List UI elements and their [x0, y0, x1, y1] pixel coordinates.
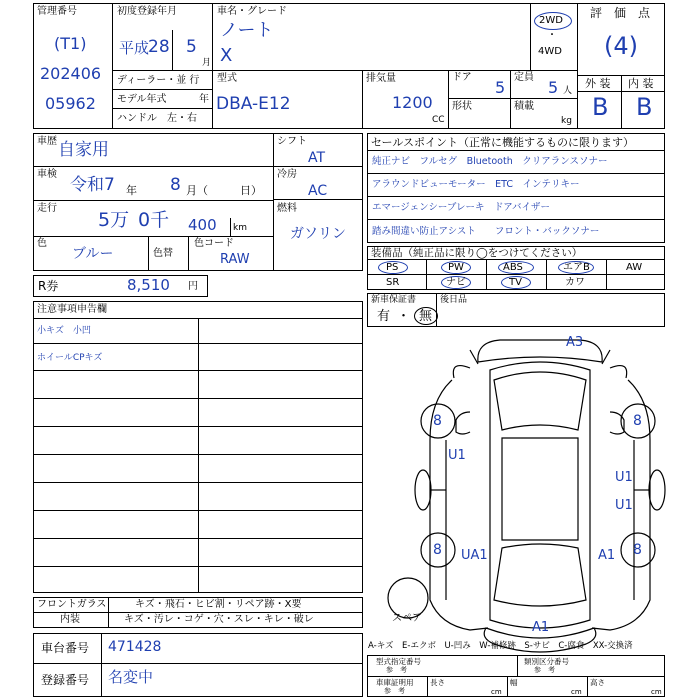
recycle-unit: 円: [188, 281, 198, 292]
dealer-label: ディーラー・並 行: [117, 75, 200, 86]
mgmt-number-2: 05962: [45, 94, 96, 113]
inspection-era: 令和7: [70, 175, 115, 195]
chassis-label: 車台番号: [41, 641, 90, 655]
model-year-label: モデル年式: [117, 94, 167, 105]
car-name-label: 車名・グレード: [217, 6, 287, 17]
note-line-2: ホイールCPキズ: [37, 353, 103, 363]
car-name: ノート: [220, 20, 274, 41]
mgmt-number-1: 202406: [40, 64, 102, 83]
interior-grade: B: [636, 93, 653, 121]
color-label: 色: [37, 238, 47, 249]
later-items-label: 後日品: [440, 295, 468, 305]
tire-rear-right: 8: [633, 542, 642, 558]
exterior-grade: B: [592, 93, 609, 121]
type-label: 型式: [217, 73, 237, 84]
height-label: 高さ: [590, 678, 605, 687]
warranty-label: 新車保証書: [371, 295, 417, 305]
mileage-rest: 400: [188, 216, 217, 234]
damage-mark-u1-right-2: U1: [615, 498, 633, 513]
history-label: 車歴: [37, 136, 57, 147]
door-label: ドア: [452, 72, 472, 83]
car-cert-label: 車庫証明用: [376, 678, 414, 687]
fuel-label: 燃料: [277, 203, 297, 214]
sales-points-title: セールスポイント（正常に機能するものに限ります）: [371, 136, 635, 149]
shift-value: AT: [308, 150, 326, 166]
drive-2wd: 2WD: [539, 15, 563, 26]
mileage-sen: 0千: [138, 209, 170, 231]
reg-label: 登録番号: [41, 673, 90, 687]
capacity-value: 5: [548, 78, 559, 97]
equip-pw: PW: [448, 262, 464, 273]
equip-abs: ABS: [503, 262, 523, 273]
tire-front-left: 8: [433, 413, 442, 429]
sales-point-line-3: エマージェンシーブレーキ ドアバイザー: [372, 202, 550, 213]
sales-point-line-4: 踏み間違い防止アシスト フロント・バックソナー: [372, 226, 600, 237]
equip-sr: SR: [386, 277, 400, 288]
displacement-unit: CC: [432, 115, 445, 125]
model-cert-label: 型式指定番号: [376, 657, 421, 666]
mileage-man: 5万: [98, 209, 130, 231]
first-reg-label: 初度登録年月: [117, 6, 177, 17]
fuel-value: ガソリン: [290, 226, 346, 242]
inspection-month-unit: 月（: [186, 184, 208, 197]
reg-value: 名変中: [108, 668, 154, 686]
notes-title: 注意事項申告欄: [37, 304, 107, 315]
warranty-dot: ・: [397, 309, 411, 324]
spare-label: スペア: [392, 613, 422, 624]
warranty-no: 無: [419, 309, 433, 324]
shift-label: シフト: [277, 136, 307, 147]
inspection-label: 車検: [37, 169, 57, 180]
interior-label: 内 装: [628, 77, 654, 90]
class-ref: 参 考: [534, 666, 555, 674]
load-unit: kg: [561, 116, 572, 126]
recycle-value: 8,510: [127, 276, 170, 294]
mileage-unit: km: [233, 223, 247, 233]
ac-value: AC: [308, 183, 328, 199]
damage-mark-a1-right: A1: [598, 548, 616, 563]
ac-label: 冷房: [277, 169, 297, 180]
equip-navi: ナビ: [446, 277, 466, 288]
equip-leather: カワ: [565, 277, 585, 288]
damage-legend: A-キズ E-エクボ U-凹み W-補修跡 S-サビ C-腐食 XX-交換済: [368, 641, 633, 651]
tire-rear-left: 8: [433, 542, 442, 558]
interior-cond-items: キズ・汚レ・コゲ・穴・スレ・キレ・破レ: [124, 614, 314, 625]
chassis-value: 471428: [108, 639, 162, 655]
equipment-title: 装備品（純正品に限り◯をつけてください）: [371, 247, 583, 259]
handle-label: ハンドル 左・右: [117, 113, 197, 124]
glass-label: フロントガラス: [37, 599, 107, 610]
shape-label: 形状: [452, 101, 472, 112]
car-grade: X: [220, 45, 233, 66]
inspection-month: 8: [170, 175, 181, 195]
first-reg-era: 平成: [119, 39, 150, 57]
rating-value: (4): [604, 32, 638, 60]
capacity-label: 定員: [514, 72, 534, 83]
car-cert-ref: 参 考: [384, 687, 405, 695]
warranty-yes: 有: [377, 309, 391, 324]
interior-cond-label: 内装: [60, 614, 80, 625]
color-code-value: RAW: [220, 252, 250, 267]
model-year-unit: 年: [199, 94, 209, 105]
height-unit: cm: [651, 688, 662, 696]
width-label: 幅: [510, 678, 518, 687]
damage-mark-a1-bottom: A1: [532, 620, 550, 635]
color-code-label: 色コード: [194, 238, 234, 249]
equip-ps: PS: [386, 262, 399, 273]
length-label: 長さ: [430, 678, 445, 687]
capacity-unit: 人: [563, 86, 573, 96]
history-value: 自家用: [58, 140, 109, 160]
type-value: DBA-E12: [216, 94, 291, 114]
sales-point-line-2: アラウンドビューモーター ETC インテリキー: [372, 179, 580, 190]
glass-items: キズ・飛石・ヒビ割・リペア跡・X要: [135, 599, 302, 610]
rating-label: 評 価 点: [590, 6, 651, 20]
displacement-value: 1200: [392, 93, 433, 112]
inspection-day-unit: 日）: [240, 184, 262, 197]
inspection-year-unit: 年: [126, 184, 137, 197]
equip-tv: TV: [509, 277, 522, 288]
drive-dot: ・: [547, 30, 557, 41]
length-unit: cm: [491, 688, 502, 696]
drive-4wd: 4WD: [538, 46, 562, 57]
door-value: 5: [495, 78, 506, 97]
equip-airbag: エアB: [563, 262, 590, 273]
sales-point-line-1: 純正ナビ フルセグ Bluetooth クリアランスソナー: [372, 156, 608, 167]
color-value: ブルー: [72, 246, 114, 262]
mgmt-code: (T1): [54, 34, 87, 53]
class-label: 類別区分番号: [524, 657, 569, 666]
load-label: 積載: [514, 101, 534, 112]
color-change-label: 色替: [153, 248, 173, 259]
equip-aw: AW: [626, 262, 643, 273]
note-line-1: 小キズ 小凹: [37, 326, 91, 336]
displacement-label: 排気量: [366, 73, 396, 84]
model-cert-ref: 参 考: [386, 666, 407, 674]
damage-mark-u1-left: U1: [448, 448, 466, 463]
first-reg-month: 5: [186, 37, 197, 57]
width-unit: cm: [571, 688, 582, 696]
damage-mark-u1-right-1: U1: [615, 470, 633, 485]
first-reg-year: 28: [148, 37, 170, 57]
exterior-label: 外 装: [585, 77, 611, 90]
tire-front-right: 8: [633, 413, 642, 429]
mgmt-label: 管理番号: [37, 6, 77, 17]
month-unit: 月: [202, 58, 212, 68]
damage-mark-a3: A3: [566, 335, 584, 350]
recycle-label: R券: [38, 279, 59, 293]
mileage-label: 走行: [37, 203, 57, 214]
damage-mark-ua1: UA1: [461, 548, 488, 563]
